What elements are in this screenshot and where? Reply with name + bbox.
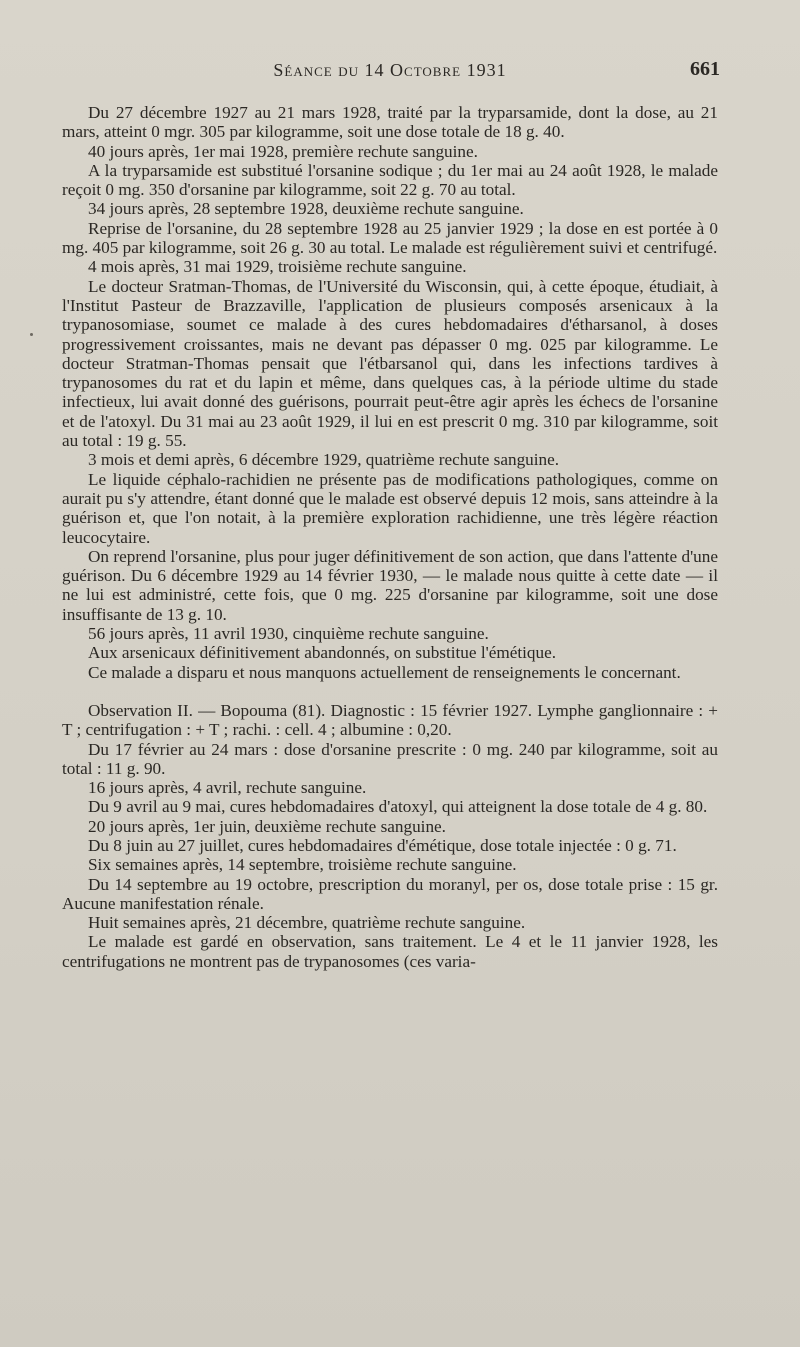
paragraph: 40 jours après, 1er mai 1928, première rechute sanguine. (88, 141, 478, 161)
page-header (60, 60, 720, 90)
running-head: Séance du 14 Octobre 1931 (273, 60, 507, 80)
paragraph: Le liquide céphalo-rachidien ne présente pas de modifications pathologiques, comme on aurait pu s'y attendre, étant donné que le malade est observé depuis 12 mois, sans atteindre à la guérison et, que l'on notait, à la première exploration rachidienne, une très légère réaction leucocytaire. (62, 469, 718, 547)
paragraph: Du 9 avril au 9 mai, cures hebdomadaires d'atoxyl, qui atteignent la dose totale de 4 g. 80. (88, 797, 708, 817)
margin-speck (30, 333, 33, 336)
paragraph: Reprise de l'orsanine, du 28 septembre 1928 au 25 janvier 1929 ; la dose en est portée à 0 mg. 405 par kilogramme, soit 26 g. 30 au total. Le malade est régulièrement suivi et centrifugé. (62, 218, 718, 258)
paragraph: Du 17 février au 24 mars : dose d'orsanine prescrite : 0 mg. 240 par kilogramme, soit au total : 11 g. 90. (62, 739, 718, 778)
paragraph: 56 jours après, 11 avril 1930, cinquième rechute sanguine. (88, 624, 489, 644)
observation-heading-paragraph: Observation II. — Bopouma (81). Diagnostic : 15 février 1927. Lymphe ganglionnaire : + T ; centrifugation : + T ; rachi. : cell. 4 ; albumine : 0,20. (62, 700, 718, 740)
paragraph: Du 27 décembre 1927 au 21 mars 1928, traité par la tryparsamide, dont la dose, au 21 mars, atteint 0 mgr. 305 par kilogramme, soit une dose totale de 18 g. 40. (62, 103, 718, 142)
paragraph: Six semaines après, 14 septembre, troisième rechute sanguine. (88, 855, 517, 875)
body-text (62, 103, 718, 971)
paragraph: Le malade est gardé en observation, sans traitement. Le 4 et le 11 janvier 1928, les centrifugations ne montrent pas de trypanosomes (ces varia- (62, 932, 718, 971)
paragraph: 16 jours après, 4 avril, rechute sanguine. (88, 778, 367, 798)
paragraph: On reprend l'orsanine, plus pour juger définitivement de son action, que dans l'attente d'une guérison. Du 6 décembre 1929 au 14 février 1930, — le malade nous quitte à cette date — il ne lui est administré, cette fois, que 0 mg. 225 d'orsanine par kilogramme, soit une dose insuffisante de 13 g. 10. (62, 546, 718, 624)
paragraph: Ce malade a disparu et nous manquons actuellement de renseignements le concernant. (88, 662, 681, 682)
paragraph: 34 jours après, 28 septembre 1928, deuxième rechute sanguine. (88, 199, 524, 219)
page-number: 661 (690, 58, 720, 80)
paragraph: 20 jours après, 1er juin, deuxième rechute sanguine. (88, 816, 446, 836)
paragraph: 3 mois et demi après, 6 décembre 1929, quatrième rechute sanguine. (88, 450, 560, 470)
paragraph: Aux arsenicaux définitivement abandonnés, on substitue l'émétique. (88, 643, 556, 663)
paragraph: Du 14 septembre au 19 octobre, prescription du moranyl, per os, dose totale prise : 15 gr. Aucune manifestation rénale. (62, 874, 718, 913)
paragraph: A la tryparsamide est substitué l'orsanine sodique ; du 1er mai au 24 août 1928, le malade reçoit 0 mg. 350 d'orsanine par kilogramme, soit 22 g. 70 au total. (62, 160, 718, 200)
paragraph: 4 mois après, 31 mai 1929, troisième rechute sanguine. (88, 257, 467, 277)
paragraph: Du 8 juin au 27 juillet, cures hebdomadaires d'émétique, dose totale injectée : 0 g. 71. (88, 835, 677, 855)
paragraph: Huit semaines après, 21 décembre, quatrième rechute sanguine. (88, 913, 526, 933)
paragraph: Le docteur Sratman-Thomas, de l'Université du Wisconsin, qui, à cette époque, étudiait, à l'Institut Pasteur de Brazzaville, l'application de plusieurs composés arsenicaux à la trypanosomiase, soumet ce malade à des cures hebdomadaires d'étharsanol, à doses progressivement croissantes, mais ne devant pas dépasser 0 mg. 025 par kilogramme. Le docteur Stratman-Thomas pensait que l'étbarsanol qui, dans les infections tardives à trypanosomes du rat et du lapin et même, dans quelques cas, à la période ultime du stade infectieux, lui avait donné des guérisons, pourrait peut-être agir après les échecs de l'orsanine et de l'atoxyl. Du 31 mai au 23 août 1929, il lui en est prescrit 0 mg. 310 par kilogramme, soit au total : 19 g. 55. (62, 276, 718, 451)
